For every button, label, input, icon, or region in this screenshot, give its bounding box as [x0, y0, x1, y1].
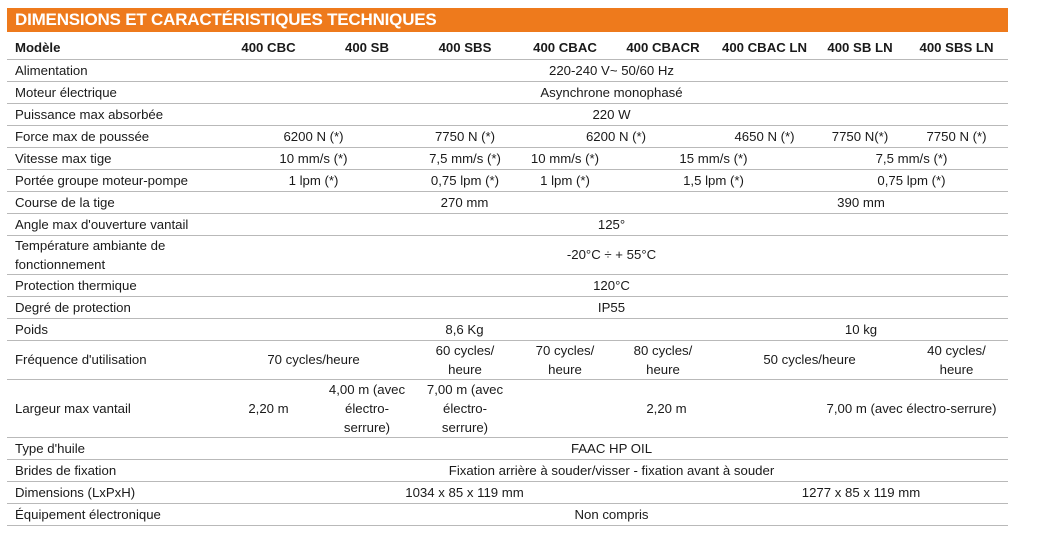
row-value: 220 W — [215, 104, 1008, 126]
row-label: Portée groupe moteur-pompe — [7, 170, 215, 192]
row-label: Degré de protection — [7, 297, 215, 319]
row-label-cell — [7, 236, 215, 275]
row-value: 7,00 m (avec électro-serrure) — [815, 380, 1008, 438]
row-label: Poids — [7, 319, 215, 341]
table-row-temperature — [7, 236, 1008, 275]
row-value: 4650 N (*) — [714, 126, 815, 148]
table-row-course — [7, 192, 1008, 214]
row-value: 50 cycles/heure — [714, 341, 905, 380]
row-label: Fréquence d'utilisation — [7, 341, 215, 380]
row-label: Dimensions (LxPxH) — [7, 482, 215, 504]
row-value: 2,20 m — [518, 380, 815, 438]
row-value: 7,5 mm/s (*) — [815, 148, 1008, 170]
row-label: Température ambiante de fonctionnement — [15, 238, 166, 272]
header-model: 400 SB LN — [815, 37, 905, 60]
row-value-cell — [612, 341, 714, 380]
row-value: 120°C — [215, 275, 1008, 297]
row-value: 390 mm — [714, 192, 1008, 214]
row-label: Protection thermique — [7, 275, 215, 297]
header-model: 400 SBS LN — [905, 37, 1008, 60]
row-label: Alimentation — [7, 60, 215, 82]
row-label: Brides de fixation — [7, 460, 215, 482]
table-row-moteur — [7, 82, 1008, 104]
table-row-frequence — [7, 341, 1008, 380]
header-model: 400 CBACR — [612, 37, 714, 60]
table-row-degre — [7, 297, 1008, 319]
section-title-banner: DIMENSIONS ET CARACTÉRISTIQUES TECHNIQUES — [7, 8, 1008, 32]
row-value: 1 lpm (*) — [518, 170, 612, 192]
table-row-equipement — [7, 504, 1008, 526]
row-value: 7750 N(*) — [815, 126, 905, 148]
header-model: 400 SBS — [412, 37, 518, 60]
row-value-cell — [905, 341, 1008, 380]
row-label: Force max de poussée — [7, 126, 215, 148]
table-row-vitesse — [7, 148, 1008, 170]
row-value: 8,6 Kg — [215, 319, 714, 341]
row-value: 40 cycles/ heure — [927, 343, 986, 377]
row-label: Puissance max absorbée — [7, 104, 215, 126]
table-row-alimentation — [7, 60, 1008, 82]
row-value: 10 mm/s (*) — [215, 148, 412, 170]
table-row-puissance — [7, 104, 1008, 126]
table-row-angle — [7, 214, 1008, 236]
row-value: 270 mm — [215, 192, 714, 214]
row-value: 6200 N (*) — [518, 126, 714, 148]
table-row-poids — [7, 319, 1008, 341]
row-value-cell — [518, 341, 612, 380]
row-value: 70 cycles/ heure — [535, 343, 595, 377]
row-label: Équipement électronique — [7, 504, 215, 526]
row-value: Fixation arrière à souder/visser - fixation avant à souder — [215, 460, 1008, 482]
row-value: Asynchrone monophasé — [215, 82, 1008, 104]
table-row-brides — [7, 460, 1008, 482]
row-value: 220-240 V~ 50/60 Hz — [215, 60, 1008, 82]
row-value: FAAC HP OIL — [215, 438, 1008, 460]
table-row-largeur — [7, 380, 1008, 438]
row-value: 0,75 lpm (*) — [412, 170, 518, 192]
row-value: 7750 N (*) — [905, 126, 1008, 148]
spec-table — [7, 37, 1008, 526]
row-value: 7750 N (*) — [412, 126, 518, 148]
row-value: 1 lpm (*) — [215, 170, 412, 192]
row-value: 70 cycles/heure — [215, 341, 412, 380]
row-value: 0,75 lpm (*) — [815, 170, 1008, 192]
header-label: Modèle — [7, 37, 215, 60]
table-row-huile — [7, 438, 1008, 460]
row-value: 1277 x 85 x 119 mm — [714, 482, 1008, 504]
row-value-cell — [412, 380, 518, 438]
table-row-portee — [7, 170, 1008, 192]
row-label: Moteur électrique — [7, 82, 215, 104]
row-value: 6200 N (*) — [215, 126, 412, 148]
row-value: 4,00 m (avec électro- serrure) — [328, 382, 406, 435]
row-label: Vitesse max tige — [7, 148, 215, 170]
row-label: Type d'huile — [7, 438, 215, 460]
row-value: 80 cycles/ heure — [633, 343, 693, 377]
row-value: 1,5 lpm (*) — [612, 170, 815, 192]
row-value: 1034 x 85 x 119 mm — [215, 482, 714, 504]
row-label: Largeur max vantail — [7, 380, 215, 438]
row-label: Course de la tige — [7, 192, 215, 214]
row-value: 2,20 m — [215, 380, 322, 438]
row-value-cell — [322, 380, 412, 438]
row-value: 60 cycles/ heure — [435, 343, 495, 377]
row-value: 15 mm/s (*) — [612, 148, 815, 170]
table-row-dimensions — [7, 482, 1008, 504]
row-value: 10 kg — [714, 319, 1008, 341]
row-value-cell — [412, 341, 518, 380]
header-model: 400 CBC — [215, 37, 322, 60]
table-row-force — [7, 126, 1008, 148]
row-value: IP55 — [215, 297, 1008, 319]
header-model: 400 CBAC LN — [714, 37, 815, 60]
header-model: 400 SB — [322, 37, 412, 60]
row-label: Angle max d'ouverture vantail — [7, 214, 215, 236]
row-value: 10 mm/s (*) — [518, 148, 612, 170]
row-value: 7,5 mm/s (*) — [412, 148, 518, 170]
header-model: 400 CBAC — [518, 37, 612, 60]
table-header-row — [7, 37, 1008, 60]
row-value: -20°C ÷ + 55°C — [215, 236, 1008, 275]
table-row-protection-thermique — [7, 275, 1008, 297]
row-value: 7,00 m (avec électro- serrure) — [426, 382, 504, 435]
row-value: 125° — [215, 214, 1008, 236]
row-value: Non compris — [215, 504, 1008, 526]
